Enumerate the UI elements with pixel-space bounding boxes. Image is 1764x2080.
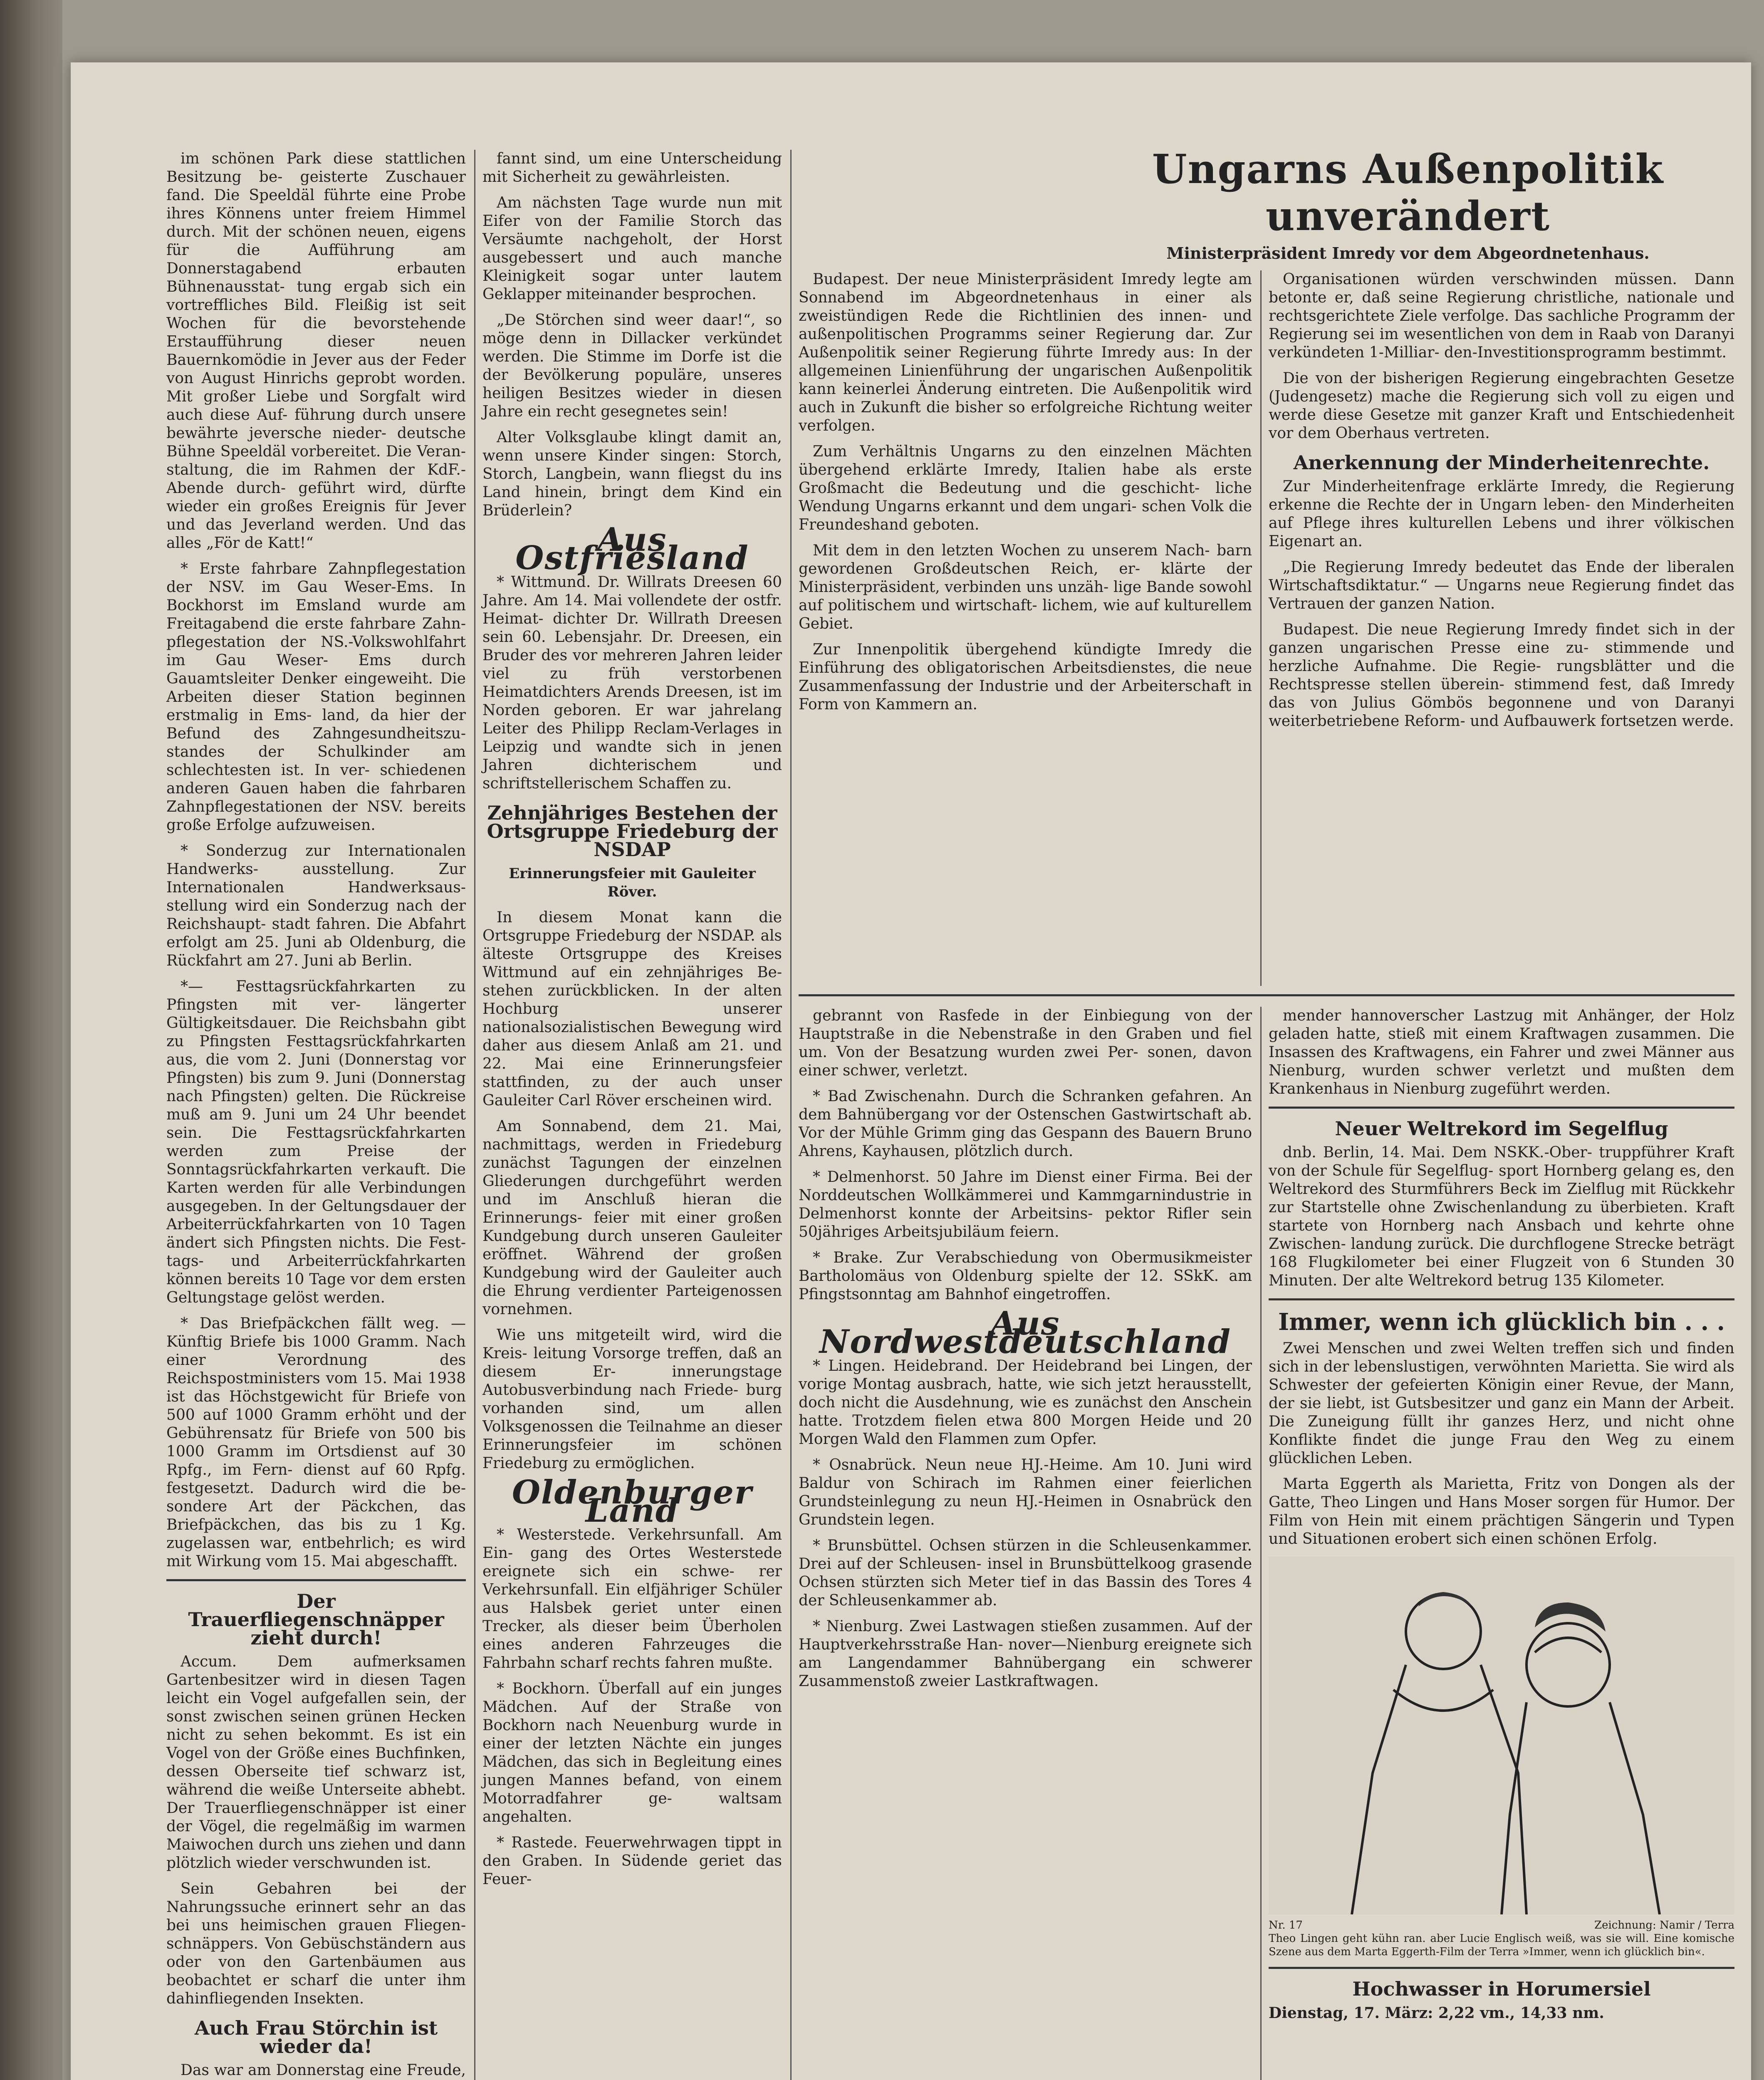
article-paragraph: gebrannt von Rasfede in der Einbiegung von der Hauptstraße in die Nebenstraße in den Graben und fiel um. Von der Besatzung wurden zwei Per- sonen, davon einer schwer, verletzt. <box>799 1007 1252 1079</box>
binder-edge <box>0 0 62 2080</box>
lead-headline-title: Ungarns Außenpolitik unverändert <box>1152 146 1664 240</box>
column-4 <box>1269 270 1734 738</box>
column-3 <box>799 270 1252 721</box>
article-paragraph: Accum. Dem aufmerksamen Gartenbesitzer wird in diesen Tagen leicht ein Vogel aufgefallen sein, der sonst zwischen seinen grünen Hecken nicht zu sehen bekommt. Es ist ein Vogel von der Größe eines Buchfinken, dessen Oberseite tief schwarz ist, während die weiße Unterseite abhebt. Der Trauerfliegenschnäpper ist einer der Vögel, die regelmäßig im warmen Maiwochen durch uns ziehen und dann plötzlich wieder verschwunden ist. <box>166 1653 466 1872</box>
article-paragraph: * Brake. Zur Verabschiedung von Obermusikmeister Bartholomäus von Oldenburg spielte der 12. SSkK. am Pfingstsonntag am Bahnhof eingetroffen. <box>799 1249 1252 1303</box>
column-rule <box>474 150 475 2080</box>
article-paragraph: Am nächsten Tage wurde nun mit Eifer von der Familie Storch das Versäumte nachgeholt, der Horst ausgebessert und auch manche Kleinigkeit sogar unter lautem Geklapper miteinander besprochen. <box>482 194 782 303</box>
article-paragraph: Zur Minderheitenfrage erklärte Imredy, die Regierung erkenne die Rechte der in Ungarn leben- den Minderheiten auf Pflege ihres kulturellen Lebens und ihrer völkischen Eigenart an. <box>1269 478 1734 550</box>
illustration-caption <box>1269 1919 1734 1959</box>
couple-drawing-icon <box>1269 1557 1734 1914</box>
article-paragraph: Budapest. Der neue Ministerpräsident Imredy legte am Sonnabend im Abgeordnetenhaus in einer als zweistündigen Rede die Richtlinien des innen- und außenpolitischen Programms seiner Regierung dar. Zur Außenpolitik seiner Regierung führte Imredy aus: In der allgemeinen Linienführung der ungarischen Außenpolitik kann keinerlei Änderung eintreten. Die Außenpolitik wird auch in Zukunft die bisher so erfolgreiche Richtung weiter verfolgen. <box>799 271 1252 434</box>
article-paragraph: „De Störchen sind weer daar!“, so möge denn in Dillacker verkündet werden. Die Stimme im Dorfe ist die der Bevölkerung populäre, unseres heiligen Besitzes wieder in diesen Jahre ein recht gesegnetes sein! <box>482 312 782 420</box>
article-paragraph: Organisationen würden verschwinden müssen. Dann betonte er, daß seine Regierung christliche, nationale und rechtsgerichtete Ziele verfolge. Das sachliche Programm der Regierung sei im wesentlichen von dem in Raab von Daranyi verkündeten 1-Milliar- den-Investitionsprogramm bestimmt. <box>1269 271 1734 361</box>
article-paragraph: Am Sonnabend, dem 21. Mai, nachmittags, werden in Friedeburg zunächst Tagungen der einzelnen Gliederungen durchgeführt werden und im Anschluß hieran die Erinnerungs- feier mit einer großen Kundgebung durch unseren Gauleiter eröffnet. Während der großen Kundgebung wird der Gauleiter auch die Ehrung verdienter Parteigenossen vornehmen. <box>482 1118 782 1318</box>
article-paragraph: Wie uns mitgeteilt wird, wird die Kreis- leitung Vorsorge treffen, daß an diesem Er- innerungstage Autobusverbindung nach Friede- burg vorhanden sind, um allen Volksgenossen die Teilnahme an dieser Erinnerungsfeier im schönen Friedeburg zu ermöglichen. <box>482 1327 782 1472</box>
caption-number: Nr. 17 <box>1269 1919 1303 1931</box>
article-paragraph: *— Festtagsrückfahrkarten zu Pfingsten mit ver- längerter Gültigkeitsdauer. Die Reichsbahn gibt zu Pfingsten Festtagsrückfahrkarten aus, die vom 2. Juni (Donnerstag vor Pfingsten) bis zum 9. Juni (Donnerstag nach Pfingsten) gelten. Die Rückreise muß am 9. Juni um 24 Uhr beendet sein. Die Festtagsrückfahrkarten werden zum Preise der Sonntagsrückfahrkarten verkauft. Die Karten werden für alle Verbindungen ausgegeben. In der Geltungsdauer der Arbeiterrückfahrkarten von 10 Tagen ändert sich Pfingsten nichts. Die Fest- tags- und Arbeiterrückfahrkarten können bereits 10 Tage vor dem ersten Geltungstage gelöst werden. <box>166 978 466 1306</box>
headline-hochwasser: Hochwasser in Horumersiel <box>1352 1978 1651 2000</box>
headline-stoerchin: Auch Frau Störchin ist wieder da! <box>194 2017 438 2058</box>
headline-minderheitenrechte: Anerkennung der Minderheitenrechte. <box>1293 451 1710 474</box>
article-paragraph: * Westerstede. Verkehrsunfall. Am Ein- gang des Ortes Westerstede ereignete sich ein schwe- rer Verkehrsunfall. Ein elfjähriger Schüler aus Halsbek geriet unter einen Trecker, als dieser beim Überholen eines anderen Fahrzeuges die Fahrbahn scharf rechts fahren mußte. <box>482 1526 782 1671</box>
divider <box>1269 1967 1734 1969</box>
article-paragraph: * Wittmund. Dr. Willrats Dreesen 60 Jahre. Am 14. Mai vollendete der ostfr. Heimat- dichter Dr. Willrath Dreesen sein 60. Lebensjahr. Dr. Dreesen, ein Bruder des vor mehreren Jahren leider viel zu früh verstorbenen Heimatdichters Arends Dreesen, ist im Norden geboren. Er war jahrelang Leiter des Philipp Reclam-Verlages in Leipzig und wandte sich in jenen Jahren dichterischem und schriftstellerischem Schaffen zu. <box>482 574 782 792</box>
article-paragraph: * Sonderzug zur Internationalen Handwerks- ausstellung. Zur Internationalen Handwerksaus- stellung wird ein Sonderzug nach der Reichshaupt- stadt fahren. Die Abfahrt erfolgt am 25. Juni ab Oldenburg, die Rückfahrt am 27. Juni ab Berlin. <box>166 842 466 969</box>
column-1 <box>166 150 466 2080</box>
article-paragraph: Budapest. Die neue Regierung Imredy findet sich in der ganzen ungarischen Presse eine zu- stimmende und herzliche Aufnahme. Die Regie- rungsblätter und die Rechtspresse stellen überein- stimmend fest, daß Imredy das von Julius Gömbös begonnene und von Daranyi weiterbetriebene Reform- und Aufbauwerk fortsetzen werde. <box>1269 621 1734 730</box>
article-paragraph: dnb. Berlin, 14. Mai. Dem NSKK.-Ober- truppführer Kraft von der Schule für Segelflug- sport Hornberg gelang es, den Weltrekord des Sturmführers Beck im Zielflug mit Rückkehr zur Startstelle ohne Zwischenlandung zu überbieten. Kraft startete von Hornberg nach Ansbach und kehrte ohne Zwischen- landung zurück. Die durchflogene Strecke beträgt 168 Flugkilometer bei einer Flugzeit von 6 Stunden 30 Minuten. Der alte Weltrekord betrug 135 Kilometer. <box>1269 1144 1734 1289</box>
column-2 <box>482 150 782 1896</box>
column-5 <box>799 1007 1252 1698</box>
article-paragraph: In diesem Monat kann die Ortsgruppe Friedeburg der NSDAP. als älteste Ortsgruppe des Kreises Wittmund auf ein zehnjähriges Be- stehen zurückblicken. In der alten Hochburg unserer nationalsozialistischen Bewegung wird daher aus diesem Anlaß am 21. und 22. Mai eine Erinnerungsfeier stattfinden, zu der auch unser Gauleiter Carl Röver erscheinen wird. <box>482 909 782 1109</box>
article-paragraph: * Erste fahrbare Zahnpflegestation der NSV. im Gau Weser-Ems. In Bockhorst im Emsland wurde am Freitagabend die erste fahrbare Zahn- pflegestation der NS.-Volkswohlfahrt im Gau Weser- Ems durch Gauamtsleiter Denker eingeweiht. Die Arbeiten dieser Station beginnen erstmalig in Ems- land, da hier der Befund des Zahngesundheitszu- standes der Schulkinder am schlechtesten ist. In ver- schiedenen anderen Gauen haben die fahrbaren Zahnpflegestationen der NSV. bereits große Erfolge aufzuweisen. <box>166 560 466 834</box>
article-paragraph: * Lingen. Heidebrand. Der Heidebrand bei Lingen, der vorige Montag ausbrach, hatte, wie sich jetzt herausstellt, doch nicht die Ausdehnung, wie es zunächst den Anschein hatte. Trotzdem fielen etwa 800 Morgen Heide und 20 Morgen Wald den Flammen zum Opfer. <box>799 1357 1252 1448</box>
article-paragraph: * Rastede. Feuerwehrwagen tippt in den Graben. In Südende geriet das Feuer- <box>482 1834 782 1888</box>
section-rule <box>799 994 1734 996</box>
column-rule <box>1260 1007 1262 2080</box>
article-paragraph: * Osnabrück. Neun neue HJ.-Heime. Am 10. Juni wird Baldur von Schirach im Rahmen einer feierlichen Grundsteinlegung zu neun HJ.-Heimen in Osnabrück den Grundstein legen. <box>799 1456 1252 1528</box>
divider <box>1269 1107 1734 1109</box>
article-paragraph: mender hannoverscher Lastzug mit Anhänger, der Holz geladen hatte, stieß mit einem Kraftwagen zusammen. Die Insassen des Kraftwagens, ein Fahrer und zwei Männer aus Nienburg, wurden schwer verletzt und mußten dem Krankenhaus in Nienburg zugeführt werden. <box>1269 1007 1734 1097</box>
article-paragraph: * Das Briefpäckchen fällt weg. — Künftig Briefe bis 1000 Gramm. Nach einer Verordnung des Reichspostministers vom 15. Mai 1938 ist das Höchstgewicht für Briefe von 500 auf 1000 Gramm erhöht und der Gebührensatz für Briefe von 500 bis 1000 Gramm im Ortsdienst auf 30 Rpfg., im Fern- dienst auf 60 Rpfg. festgesetzt. Dadurch wird die be- sondere Art der Päckchen, das Briefpäckchen, das bis zu 1 Kg. zugelassen war, entbehrlich; es wird mit Wirkung vom 15. Mai abgeschafft. <box>166 1315 466 1570</box>
region-heading-nordwestdeutschland: Aus Nordwestdeutschland <box>819 1305 1232 1361</box>
article-paragraph: fannt sind, um eine Unterscheidung mit Sicherheit zu gewährleisten. <box>482 150 782 186</box>
caption-credit: Zeichnung: Namir / Terra <box>1594 1919 1734 1931</box>
article-paragraph: Alter Volksglaube klingt damit an, wenn unsere Kinder singen: Storch, Storch, Langbein, wann fliegst du ins Land hinein, bringt dem Kind ein Brüderlein? <box>482 429 782 519</box>
tide-times: Dienstag, 17. März: 2,22 vm., 14,33 nm. <box>1269 2004 1604 2022</box>
film-illustration <box>1269 1557 1734 1914</box>
lead-headline <box>1077 146 1739 262</box>
article-paragraph: im schönen Park diese stattlichen Besitzung be- geisterte Zuschauer fand. Die Speeldäl führte eine Probe ihres Könnens unter freiem Himmel durch. Mit der schönen neuen, eigens für die Aufführung am Donnerstagabend erbauten Bühnenausstat- tung ergab sich ein vortreffliches Bild. Fleißig ist seit Wochen für die bevorstehende Erstaufführung dieser neuen Bauernkomödie in Jever aus der Feder von August Hinrichs geprobt worden. Mit großer Liebe und Sorgfalt wird auch diese Auf- führung durch unsere bewährte jeversche nieder- deutsche Bühne Speeldäl vorbereitet. Die Veran- staltung, die im Rahmen der KdF.-Abende durch- geführt wird, dürfte wieder ein großes Ereignis für Jever und das Jeverland werden. Und das alles „För de Katt!“ <box>166 150 466 552</box>
article-paragraph: Zwei Menschen und zwei Welten treffen sich und finden sich in der lebenslustigen, verwöhnten Marietta. Sie wird als Schwester der gefeierten Königin einer Revue, der Mann, der sie liebt, ist Gutsbesitzer und ganz ein Mann der Arbeit. Die Zuneigung füllt ihr ganzes Herz, und nicht ohne Konflikte findet die junge Frau den Weg zu einem glücklichen Leben. <box>1269 1340 1734 1467</box>
article-paragraph: Das war am Donnerstag eine Freude, <box>181 2062 466 2079</box>
column-rule <box>1260 270 1262 986</box>
lead-headline-subtitle: Ministerpräsident Imredy vor dem Abgeordnetenhaus. <box>1166 244 1650 262</box>
article-paragraph: * Bockhorn. Überfall auf ein junges Mädchen. Auf der Straße von Bockhorn nach Neuenburg wurde in einer der letzten Nächte ein junges Mädchen, das sich in Begleitung eines jungen Mannes befand, von einem Motorradfahrer ge- waltsam angehalten. <box>482 1680 782 1825</box>
article-paragraph: * Nienburg. Zwei Lastwagen stießen zusammen. Auf der Hauptverkehrsstraße Han- nover—Nienburg ereignete sich am Langendammer Bahnübergang ein schwerer Zusammenstoß zweier Lastkraftwagen. <box>799 1618 1252 1690</box>
headline-friedeburg: Zehnjähriges Bestehen der Ortsgruppe Friedeburg der NSDAP <box>487 802 778 861</box>
article-paragraph: Zur Innenpolitik übergehend kündigte Imredy die Einführung des obligatorischen Arbeitsdienstes, die neue Zusammenfassung der Industrie und der Arbeiterschaft in Form von Kammern an. <box>799 641 1252 713</box>
column-6 <box>1269 1007 1734 2022</box>
film-box-title: Immer, wenn ich glücklich bin . . . <box>1278 1308 1725 1336</box>
article-paragraph: „Die Regierung Imredy bedeutet das Ende der liberalen Wirtschaftsdiktatur.“ — Ungarns neue Regierung findet das Vertrauen der ganzen Nation. <box>1269 559 1734 612</box>
article-paragraph: * Brunsbüttel. Ochsen stürzen in die Schleusenkammer. Drei auf der Schleusen- insel in Brunsbüttelkoog grasende Ochsen stürzten sich Meter tief in das Bassin des Tores 4 der Schleusenkammer ab. <box>799 1537 1252 1609</box>
headline-trauerfliegenschnaepper: Der Trauerfliegenschnäpper zieht durch! <box>188 1590 444 1649</box>
subheadline-friedeburg: Erinnerungsfeier mit Gauleiter Röver. <box>509 865 756 900</box>
caption-text: Theo Lingen geht kühn ran. aber Lucie Englisch weiß, was sie will. Eine komische Szene aus dem Marta Eggerth-Film der Terra »Immer, wenn ich glücklich bin«. <box>1269 1932 1734 1958</box>
article-paragraph: Sein Gebahren bei der Nahrungssuche erinnert sehr an das bei uns heimischen grauen Fliegen- schnäppers. Von Gebüschständern aus oder von den Gartenbäumen aus beobachtet er scharf die unter ihm dahinfliegenden Insekten. <box>166 1880 466 2007</box>
article-paragraph: Mit dem in den letzten Wochen zu unserem Nach- barn gewordenen Großdeutschen Reich, er- klärte der Ministerpräsident, verbinden uns unzäh- lige Bande sowohl auf politischem und wirtschaft- lichem, wie auf kulturellem Gebiet. <box>799 542 1252 632</box>
article-paragraph: Zum Verhältnis Ungarns zu den einzelnen Mächten übergehend erklärte Imredy, Italien habe als erste Großmacht die Bedeutung und die geschicht- liche Wendung Ungarns erkannt und dem ungari- schen Volk die Freundeshand geboten. <box>799 443 1252 533</box>
region-heading-oldenburger-land: Oldenburger Land <box>512 1473 753 1530</box>
region-heading-ostfriesland: Aus Ostfriesland <box>515 521 749 577</box>
divider <box>166 1579 466 1581</box>
divider <box>1269 1298 1734 1300</box>
article-paragraph: * Bad Zwischenahn. Durch die Schranken gefahren. An dem Bahnübergang vor der Ostenschen Gastwirtschaft ab. Vor der Mühle Grimm ging das Gespann des Bauern Bruno Ahrens, Kayhausen, plötzlich durch. <box>799 1088 1252 1160</box>
article-paragraph: Die von der bisherigen Regierung eingebrachten Gesetze (Judengesetz) mache die Regierung sich voll zu eigen und werde diese Gesetze mit ganzer Kraft und Entschiedenheit vor dem Oberhaus vertreten. <box>1269 370 1734 442</box>
newspaper-page <box>71 62 1751 2080</box>
article-paragraph: Marta Eggerth als Marietta, Fritz von Dongen als der Gatte, Theo Lingen und Hans Moser sorgen für Humor. Der Film von Hein mit einem prächtigen Sängerin und Typen und Situationen erobert sich einen schönen Erfolg. <box>1269 1476 1734 1548</box>
headline-weltrekord: Neuer Weltrekord im Segelflug <box>1335 1117 1668 1140</box>
column-rule <box>790 150 792 2080</box>
article-paragraph: * Delmenhorst. 50 Jahre im Dienst einer Firma. Bei der Norddeutschen Wollkämmerei und Kammgarnindustrie in Delmenhorst konnte der Arbeitsins- pektor Rifler sein 50jähriges Arbeitsjubiläum feiern. <box>799 1169 1252 1241</box>
